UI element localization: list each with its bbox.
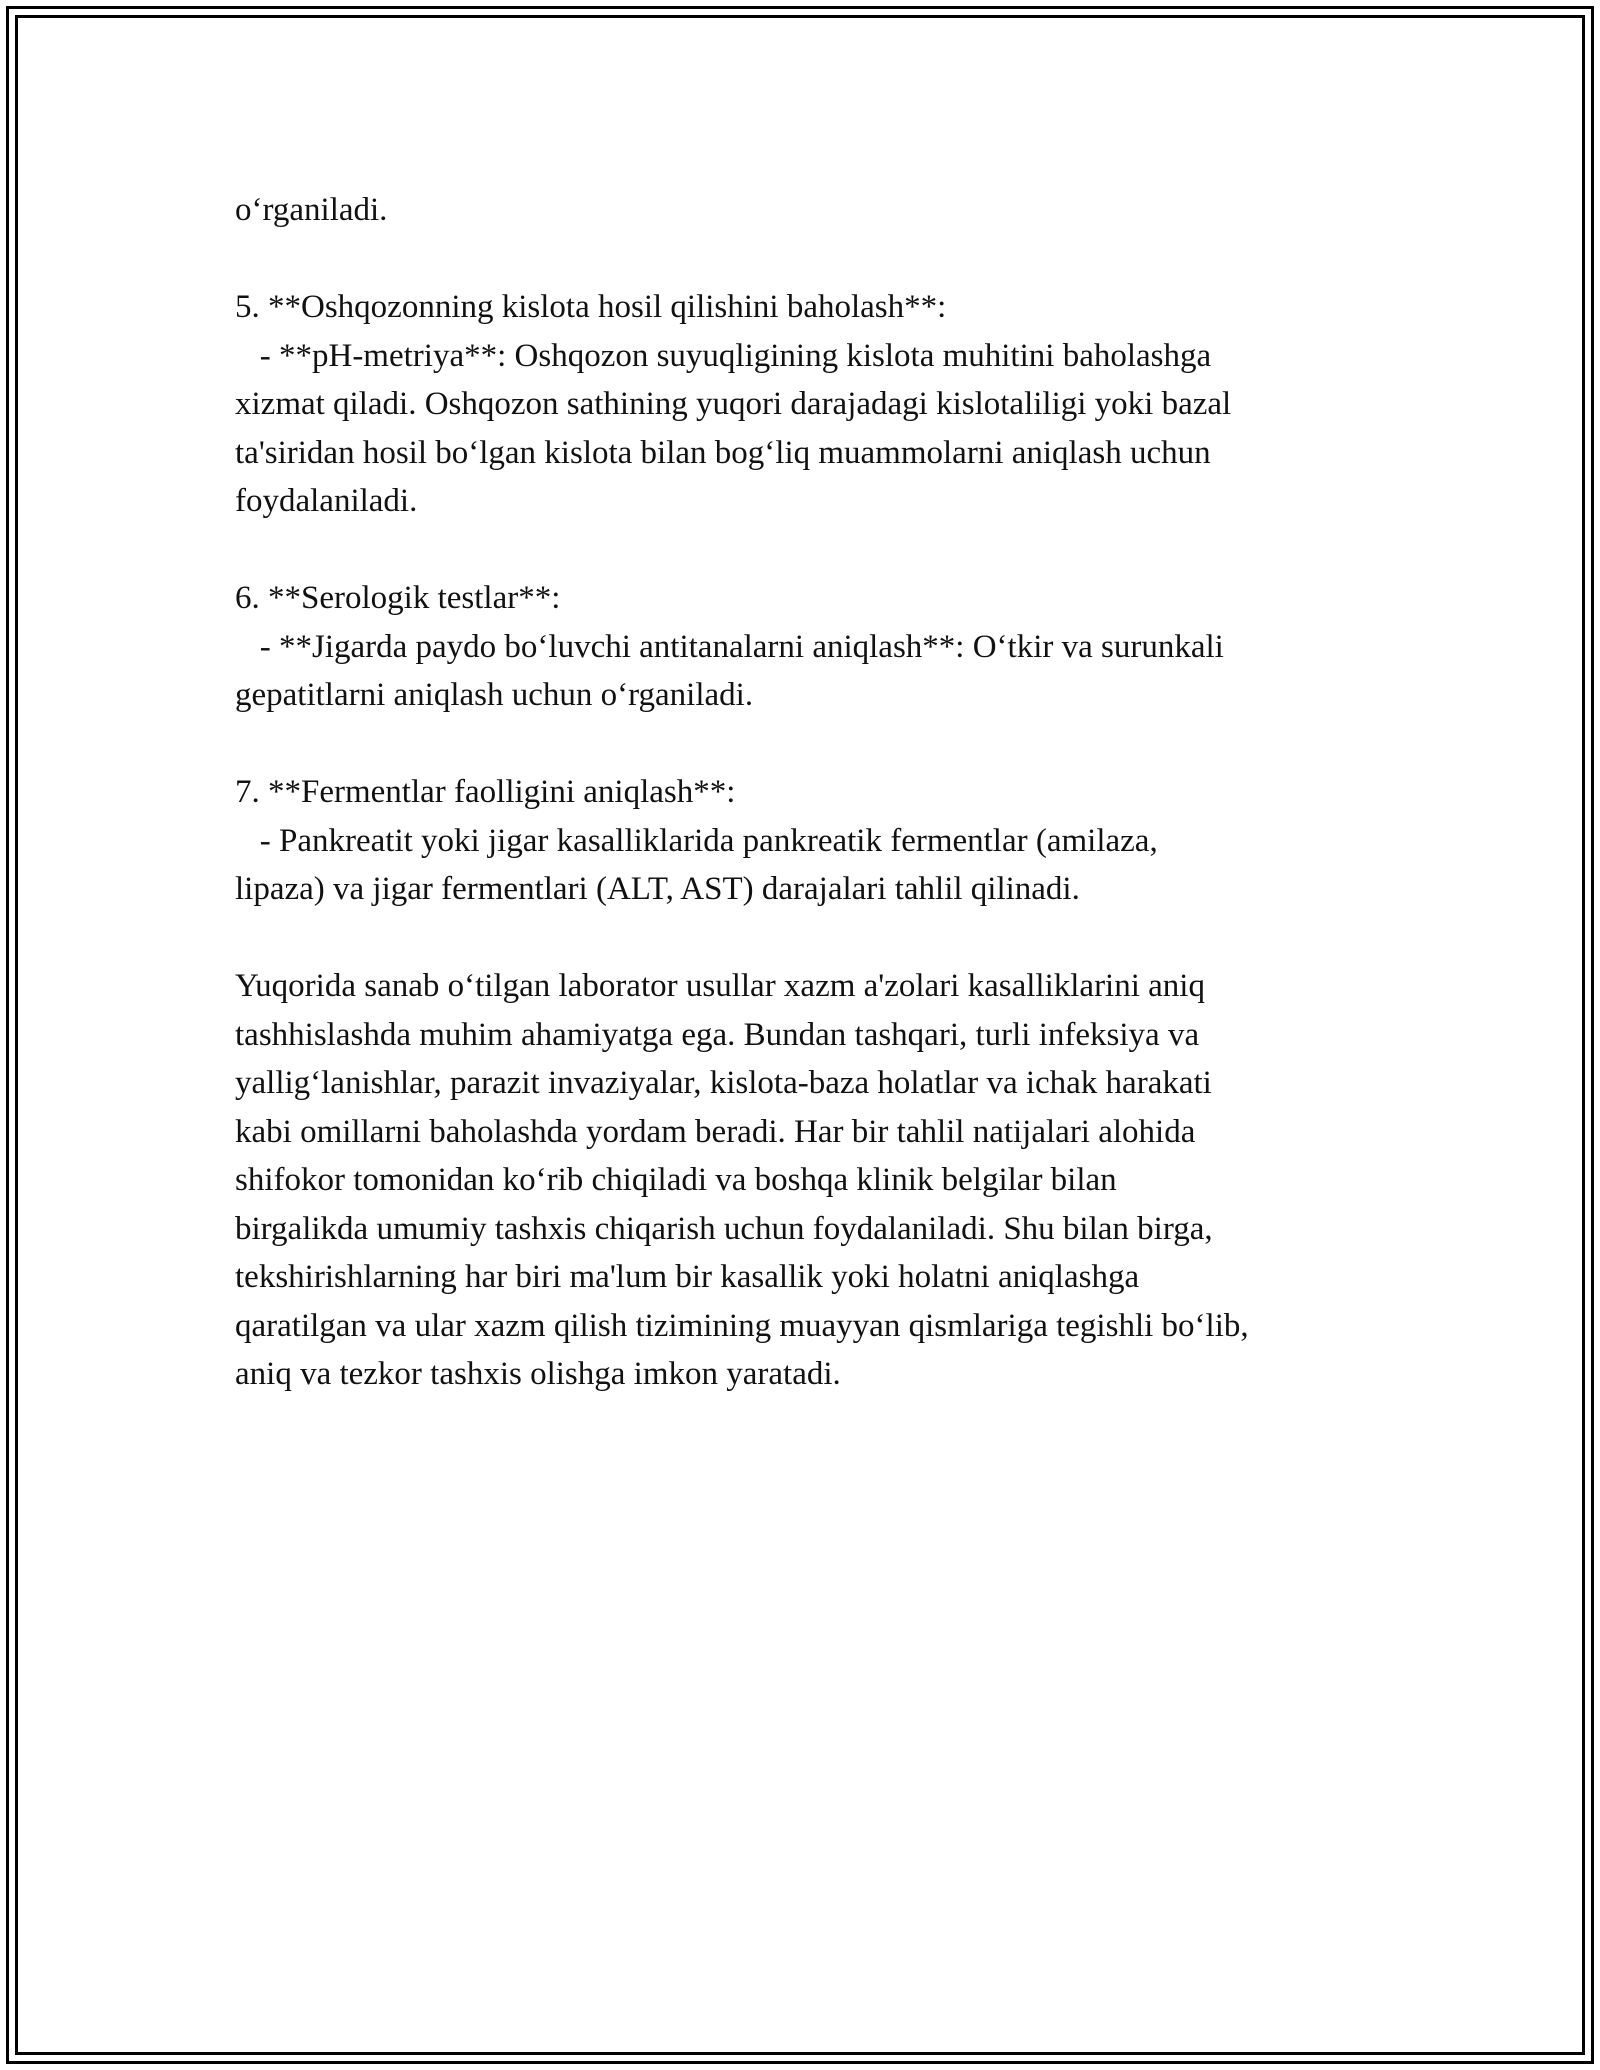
- conclusion-line: kabi omillarni baholashda yordam beradi. Har bir tahlil natijalari alohida: [235, 1113, 1196, 1150]
- section-5: [235, 283, 1385, 526]
- section-6-line: gepatitlarni aniqlash uchun o‘rganiladi.: [235, 677, 754, 713]
- section-6-line: - **Jigarda paydo bo‘luvchi antitanalarni aniqlash**: O‘tkir va surunkali: [235, 628, 1224, 665]
- section-5-line: xizmat qiladi. Oshqozon sathining yuqori darajadagi kislotaliligi yoki bazal: [235, 386, 1232, 422]
- conclusion-line: aniq va tezkor tashxis olishga imkon yaratadi.: [235, 1356, 841, 1392]
- section-6-heading: 6. **Serologik testlar**:: [235, 580, 561, 616]
- section-5-line: ta'siridan hosil bo‘lgan kislota bilan bog‘liq muammolarni aniqlash uchun: [235, 434, 1211, 471]
- conclusion-line: qaratilgan va ular xazm qilish tizimining muayyan qismlariga tegishli bo‘lib,: [235, 1307, 1249, 1344]
- conclusion-line: birgalikda umumiy tashxis chiqarish uchun foydalaniladi. Shu bilan birga,: [235, 1210, 1213, 1247]
- section-5-heading: 5. **Oshqozonning kislota hosil qilishini baholash**:: [235, 289, 947, 325]
- section-5-line: - **pH-metriya**: Oshqozon suyuqligining kislota muhitini baholashga: [235, 337, 1212, 374]
- conclusion-paragraph: [235, 962, 1385, 1399]
- document-body: [235, 186, 1385, 1399]
- paragraph-gap: [235, 720, 1385, 769]
- conclusion-line: tashhislashda muhim ahamiyatga ega. Bundan tashqari, turli infeksiya va: [235, 1016, 1200, 1053]
- section-7: [235, 768, 1385, 914]
- section-7-line: lipaza) va jigar fermentlari (ALT, AST) darajalari tahlil qilinadi.: [235, 871, 1080, 907]
- section-6: [235, 574, 1385, 720]
- section-5-line: foydalaniladi.: [235, 483, 418, 519]
- conclusion-line: shifokor tomonidan ko‘rib chiqiladi va boshqa klinik belgilar bilan: [235, 1162, 1117, 1198]
- section-7-line: - Pankreatit yoki jigar kasalliklarida pankreatik fermentlar (amilaza,: [235, 822, 1158, 859]
- intro-tail-line: o‘rganiladi.: [235, 192, 388, 228]
- paragraph-gap: [235, 526, 1385, 575]
- paragraph-gap: [235, 914, 1385, 963]
- conclusion-line: tekshirishlarning har biri ma'lum bir kasallik yoki holatni aniqlashga: [235, 1259, 1140, 1295]
- conclusion-line: Yuqorida sanab o‘tilgan laborator usullar xazm a'zolari kasalliklarini aniq: [235, 968, 1205, 1004]
- paragraph-gap: [235, 235, 1385, 284]
- conclusion-line: yallig‘lanishlar, parazit invaziyalar, kislota-baza holatlar va ichak harakati: [235, 1065, 1212, 1101]
- section-7-heading: 7. **Fermentlar faolligini aniqlash**:: [235, 774, 736, 810]
